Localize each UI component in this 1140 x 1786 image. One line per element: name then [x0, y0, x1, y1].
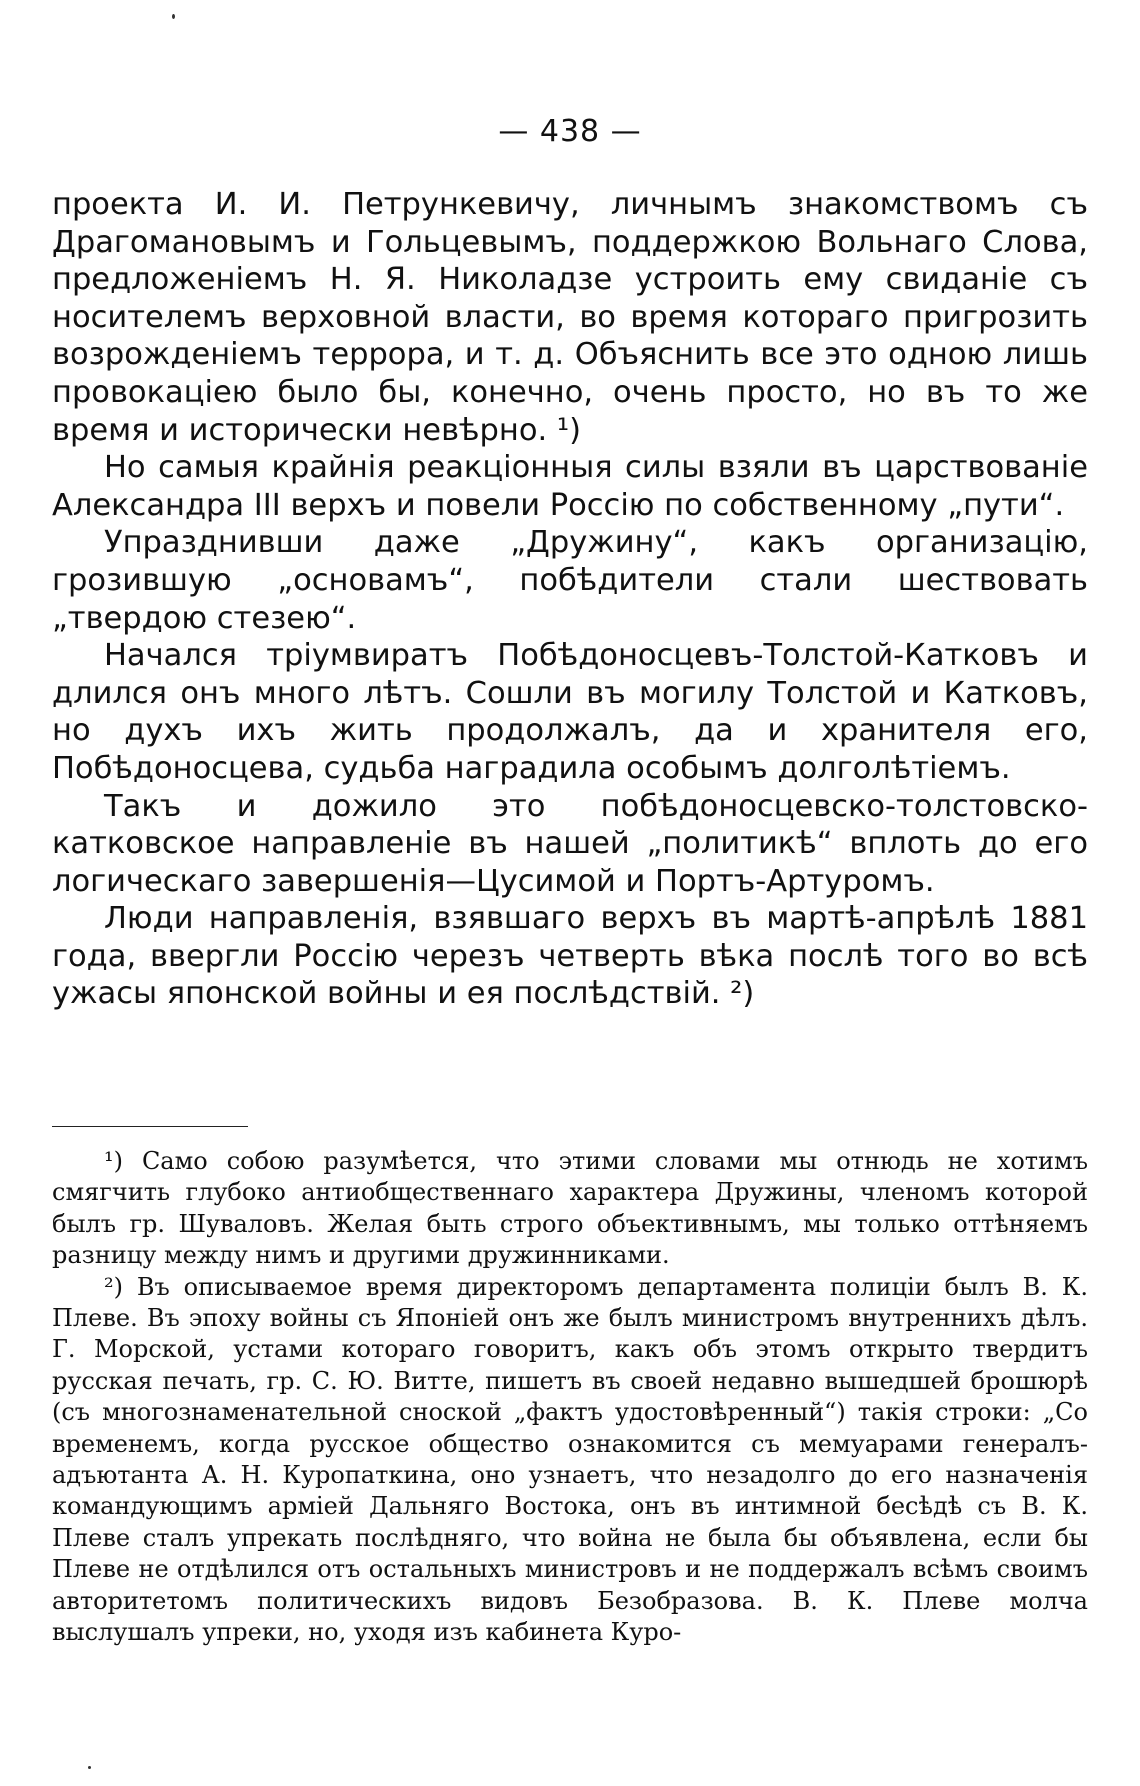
footnote-2: ²) Въ описываемое время директоромъ департамента полиціи былъ В. К. Плеве. Въ эпоху войны съ Японіей онъ же былъ министромъ внутреннихъ дѣлъ. Г. Морской, устами котораго говоритъ, какъ объ этомъ открыто твердитъ русская печать, гр. С. Ю. Витте, пишетъ въ своей недавно вышедшей брошюрѣ (съ многознаменательной сноской „фактъ удостовѣренный“) такія строки: „Со временемъ, когда русское общество ознакомится съ мемуарами генералъ-адъютанта А. Н. Куропаткина, оно узнаетъ, что незадолго до его назначенія командующимъ арміей Дальняго Востока, онъ въ интимной бесѣдѣ съ В. К. Плеве сталъ упрекать послѣдняго, что война не была бы объявлена, если бы Плеве не отдѣлился отъ остальныхъ министровъ и не поддержалъ всѣмъ своимъ авторитетомъ политическихъ видовъ Безобразова. В. К. Плеве молча выслушалъ упреки, но, уходя изъ кабинета Куро-	[52, 1272, 1088, 1647]
paragraph-4: Начался тріумвиратъ Побѣдоносцевъ-Толстой-Катковъ и длился онъ много лѣтъ. Сошли въ могилу Толстой и Катковъ, но духъ ихъ жить продолжалъ, да и хранителя его, Побѣдоносцева, судьба наградила особымъ долголѣтіемъ.	[52, 638, 1088, 786]
paragraph-3: Упразднивши даже „Дружину“, какъ организацію, грозившую „основамъ“, побѣдители стали шествовать „твердою стезею“.	[52, 525, 1088, 636]
paragraph-2: Но самыя крайнія реакціонныя силы взяли въ царствованіе Александра III верхъ и повели Россію по собственному „пути“.	[52, 450, 1088, 523]
paragraph-1: проекта И. И. Петрункевичу, личнымъ знакомствомъ съ Драгомановымъ и Гольцевымъ, поддержкою Вольнаго Слова, предложеніемъ Н. Я. Николадзе устроить ему свиданіе съ носителемъ верховной власти, во время котораго пригрозить возрожденіемъ террора, и т. д. Объяснить все это одною лишь провокаціею было бы, конечно, очень просто, но въ то же время и исторически невѣрно. ¹)	[52, 187, 1088, 448]
page-number: — 438 —	[498, 114, 642, 149]
footnotes	[52, 1146, 1088, 1649]
footnote-divider	[52, 1126, 248, 1127]
paragraph-5: Такъ и дожило это побѣдоносцевско-толстовско-катковское направленіе въ нашей „политикѣ“ вплоть до его логическаго завершенія—Цусимой и Портъ-Артуромъ.	[52, 788, 1088, 899]
scan-speck	[172, 14, 175, 19]
scan-speck	[88, 1766, 91, 1769]
main-text	[52, 186, 1088, 1013]
book-page	[52, 0, 1088, 1786]
paragraph-6: Люди направленія, взявшаго верхъ въ мартѣ-апрѣлѣ 1881 года, ввергли Россію черезъ четверть вѣка послѣ того во всѣ ужасы японской войны и ея послѣдствій. ²)	[52, 901, 1088, 1012]
footnote-1: ¹) Само собою разумѣется, что этими словами мы отнюдь не хотимъ смягчить глубоко антиобщественнаго характера Дружины, членомъ которой былъ гр. Шуваловъ. Желая быть строго объективнымъ, мы только оттѣняемъ разницу между нимъ и другими дружинниками.	[52, 1147, 1088, 1270]
